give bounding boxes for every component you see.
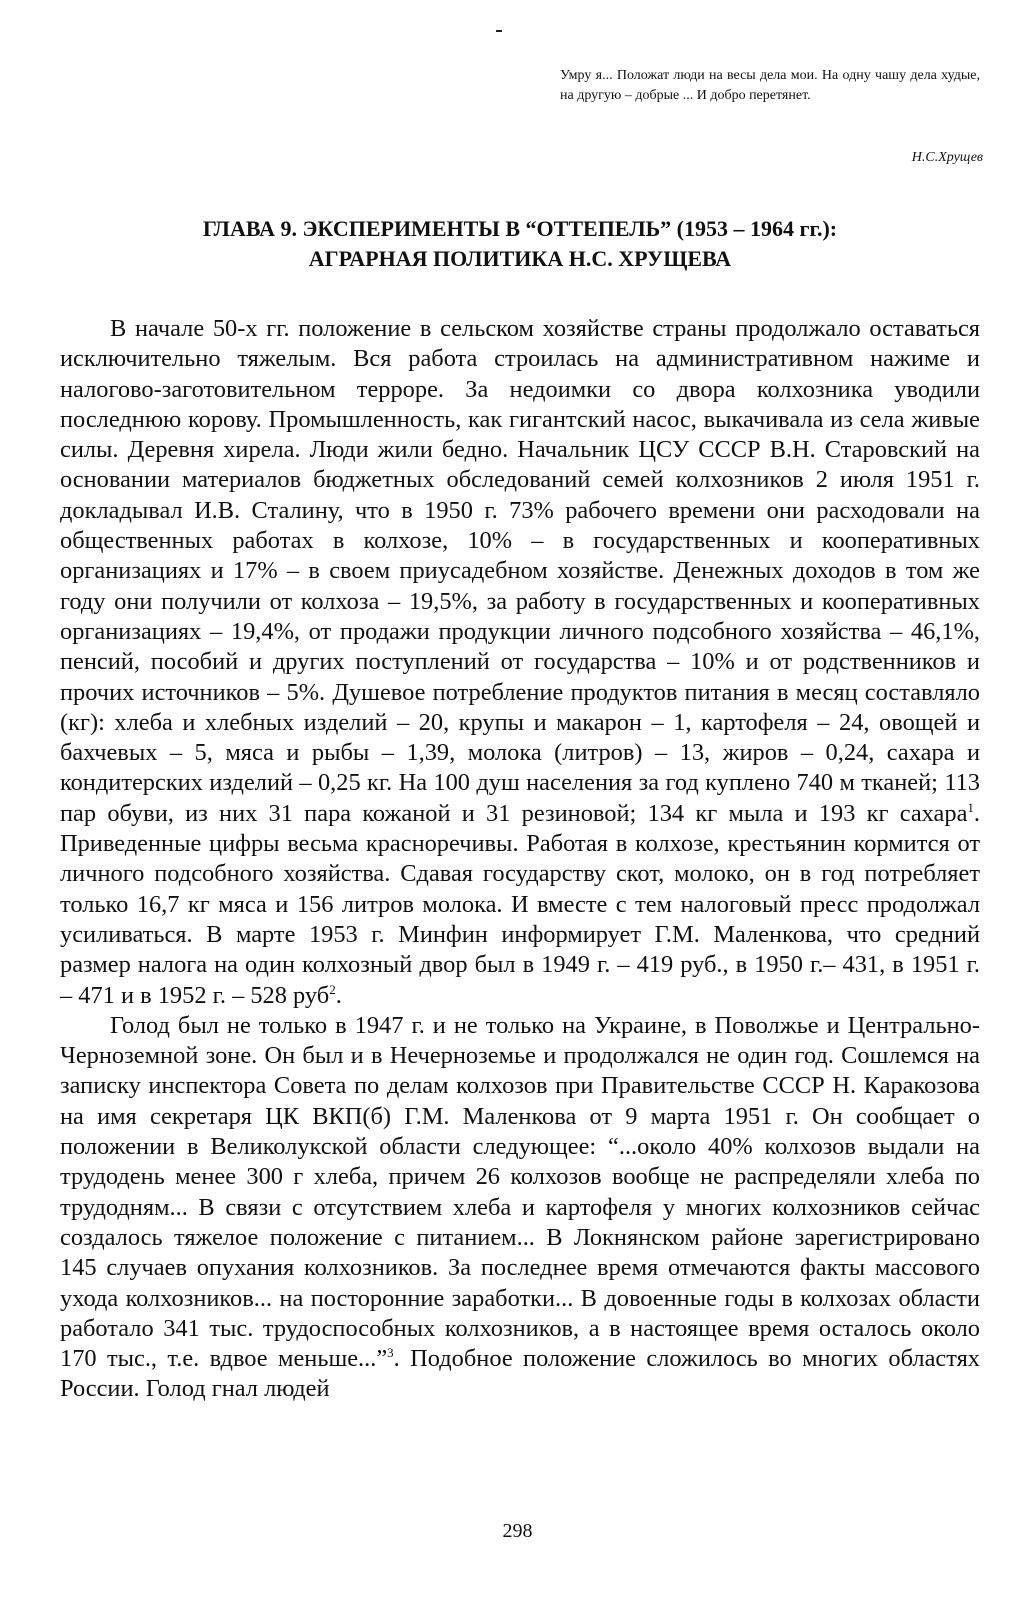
footnote-ref-1: 1 [967, 799, 974, 815]
top-mark [496, 30, 502, 32]
epigraph: Умру я... Положат люди на весы дела мои. На одну чашу дела худые, на другую – добрые ... И добро перетянет. [560, 68, 980, 103]
page-number: 298 [502, 1520, 533, 1542]
paragraph-1-text: В начале 50-х гг. положение в сельском хозяйстве страны продолжало оставаться исключительно тяжелым. Вся работа строилась на административном нажиме и налогово-заготовительном терроре. За недоимки со двора колхозника уводили последнюю корову. Промышленность, как гигантский насос, выкачивала из села живые силы. Деревня хирела. Люди жили бедно. Начальник ЦСУ СССР В.Н. Старовский на основании материалов бюджетных обследований семей колхозников 2 июля 1951 г. докладывал И.В. Сталину, что в 1950 г. 73% рабочего времени они расходовали на общественных работах в колхозе, 10% – в государственных и кооперативных организациях и 17% – в своем приусадебном хозяйстве. Денежных доходов в том же году они получили от колхоза – 19,5%, за работу в государственных и кооперативных организациях – 19,4%, от продажи продукции личного подсобного хозяйства – 46,1%, пенсий, пособий и других поступлений от государства – 10% и от родственников и прочих источников – 5%. Душевое потребление продуктов питания в месяц составляло (кг): хлеба и хлебных изделий – 20, крупы и макарон – 1, картофеля – 24, овощей и бахчевых – 5, мяса и рыбы – 1,39, молока (литров) – 13, жиров – 0,24, сахара и кондитерских изделий – 0,25 кг. На 100 душ населения за год куплено 740 м тканей; 113 пар обуви, из них 31 пара кожаной и 31 резиновой; 134 кг мыла и 193 кг сахара [60, 315, 980, 827]
chapter-heading [60, 214, 980, 274]
paragraph-1-text-cont: . Приведенные цифры весьма красноречивы. Работая в колхозе, крестьянин кормится от личного подсобного хозяйства. Сдавая государству скот, молоко, он в год потребляет только 16,7 кг мяса и 156 литров молока. И вместе с тем налоговый пресс продолжал усиливаться. В марте 1953 г. Минфин информирует Г.М. Маленкова, что средний размер налога на один колхозный двор был в 1949 г. – 419 руб., в 1950 г.– 431, в 1951 г. – 471 и в 1952 г. – 528 руб [60, 799, 980, 1009]
paragraph-2-text: Голод был не только в 1947 г. и не только на Украине, в Поволжье и Центрально-Черноземной зоне. Он был и в Нечерноземье и продолжался не один год. Сошлемся на записку инспектора Совета по делам колхозов при Правительстве СССР Н. Каракозова на имя секретаря ЦК ВКП(б) Г.М. Маленкова от 9 марта 1951 г. Он сообщает о положении в Великолукской области следующее: “...около 40% колхозов выдали на трудодень менее 300 г хлеба, причем 26 колхозов вообще не распределяли хлеба по трудодням... В связи с отсутствием хлеба и картофеля у многих колхозников сейчас создалось тяжелое положение с питанием... В Локнянском районе зарегистрировано 145 случаев опухания колхозников. За последнее время отмечаются факты массового ухода колхозников... на посторонние заработки... В довоенные годы в колхозах области работало 341 тыс. трудоспособных колхозников, а в настоящее время осталось около 170 тыс., т.е. вдвое меньше...” [60, 1011, 980, 1373]
chapter-title-line1: ГЛАВА 9. ЭКСПЕРИМЕНТЫ В “ОТТЕПЕЛЬ” (1953 – 1964 гг.): [202, 216, 838, 241]
paragraph-2 [60, 1011, 980, 1405]
footnote-ref-3: 3 [387, 1344, 394, 1360]
main-text [60, 314, 980, 1405]
paragraph-1-text-end: . [335, 981, 342, 1009]
footnote-ref-2: 2 [329, 981, 336, 997]
epigraph-author: Н.С.Хрущев [911, 150, 983, 165]
chapter-title-line2: АГРАРНАЯ ПОЛИТИКА Н.С. ХРУЩЕВА [308, 246, 732, 271]
paragraph-2-text-cont: . Подобное положение сложилось во многих областях России. Голод гнал людей [60, 1345, 980, 1403]
paragraph-1 [60, 314, 980, 1011]
